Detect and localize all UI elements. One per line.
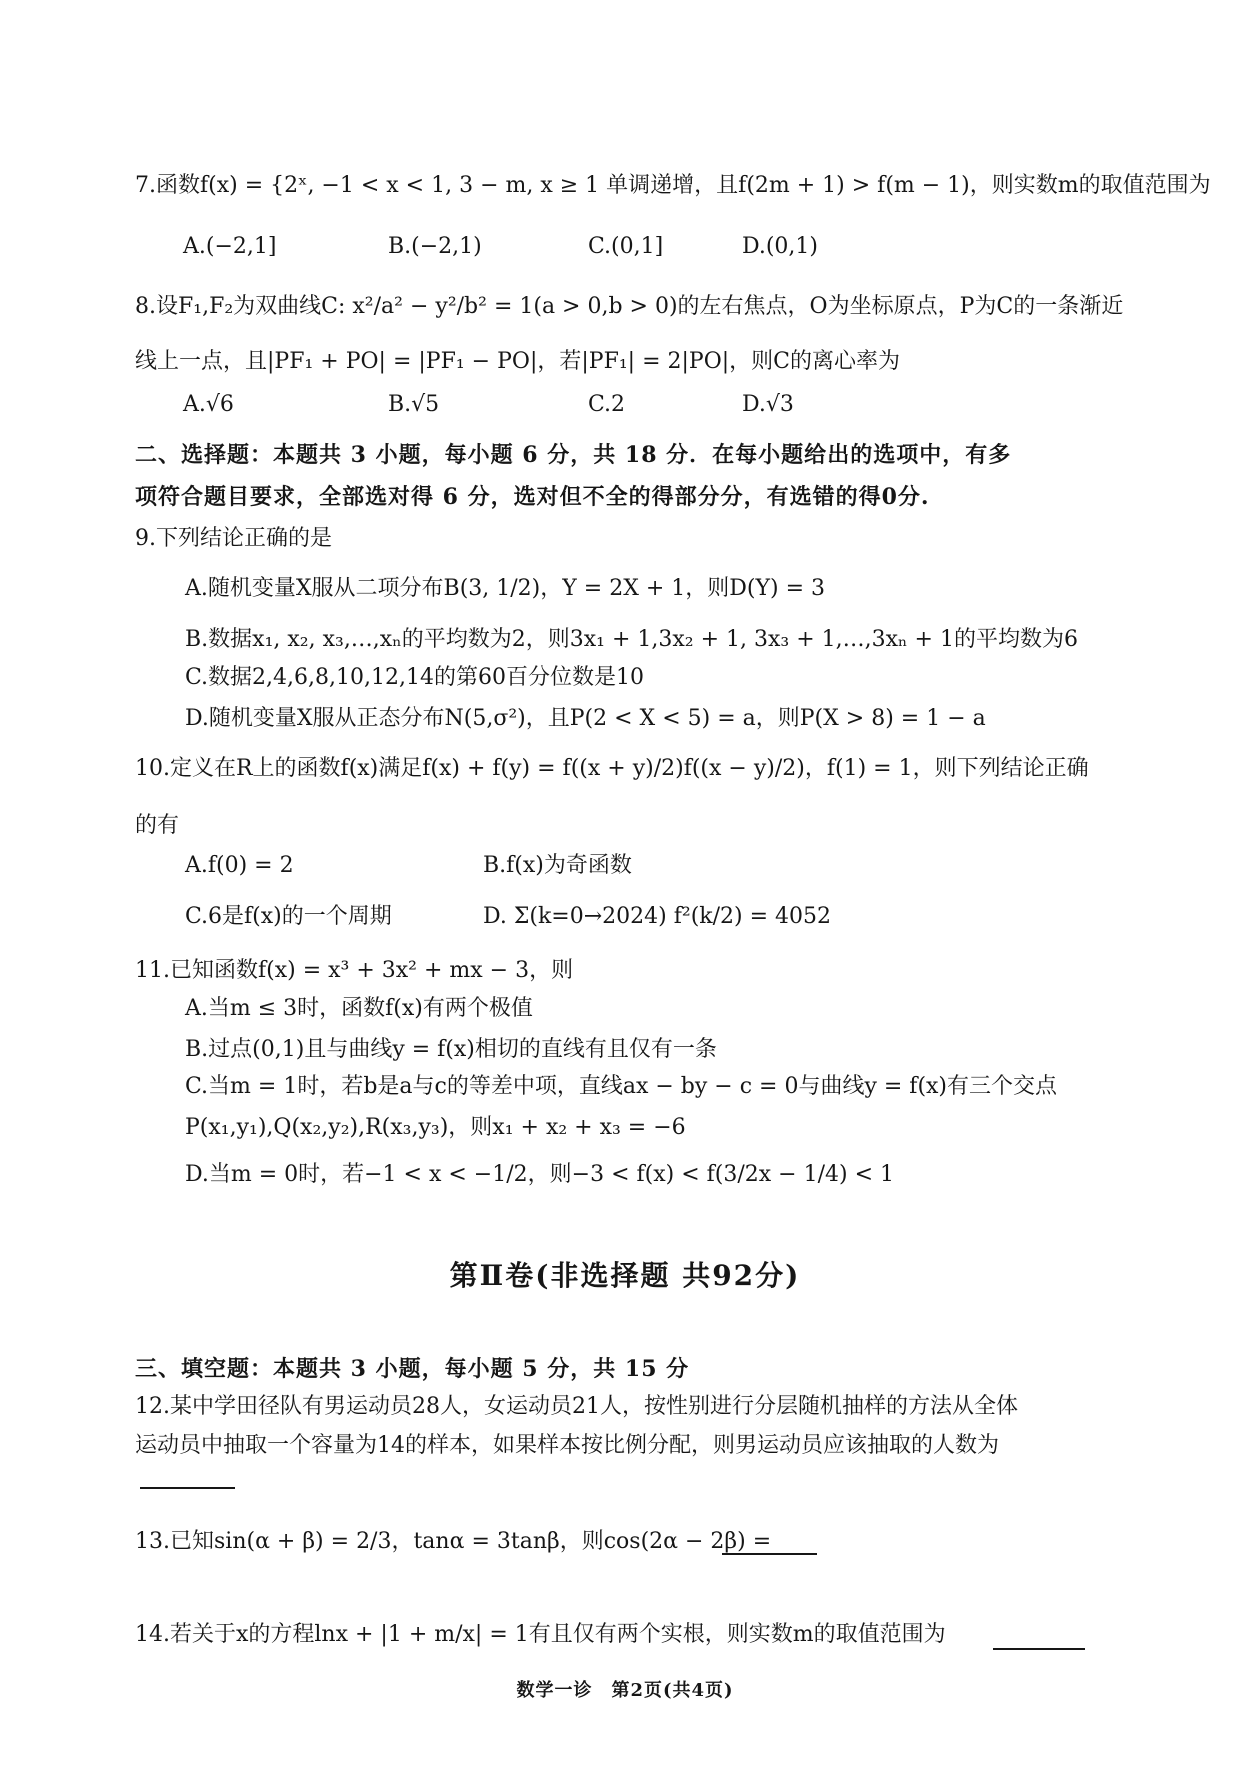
- q12-answer-blank: [140, 1487, 235, 1489]
- part-2-title: 第Ⅱ卷(非选择题 共92分): [449, 1259, 801, 1292]
- q12-line-2: 运动员中抽取一个容量为14的样本，如果样本按比例分配，则男运动员应该抽取的人数为: [135, 1433, 999, 1458]
- q11-stem: 11.已知函数f(x) = x³ + 3x² + mx − 3，则: [135, 958, 574, 983]
- q13-line: 13.已知sin(α + β) = 2/3，tanα = 3tanβ，则cos(2α − 2β) =: [135, 1529, 772, 1554]
- q8-option-d: D.√3: [742, 392, 794, 417]
- section-2-line-1: 二、选择题：本题共 3 小题，每小题 6 分，共 18 分．在每小题给出的选项中，有多: [135, 442, 1012, 468]
- q10-line-2: 的有: [135, 813, 180, 838]
- q9-stem: 9.下列结论正确的是: [135, 526, 332, 551]
- section-3-heading: 三、填空题：本题共 3 小题，每小题 5 分，共 15 分: [135, 1356, 690, 1382]
- q9-option-a: A.随机变量X服从二项分布B(3, 1/2)，Y = 2X + 1，则D(Y) = 3: [185, 576, 826, 601]
- q14-line: 14.若关于x的方程lnx + |1 + m/x| = 1有且仅有两个实根，则实数m的取值范围为: [135, 1622, 946, 1647]
- q10-line-1: 10.定义在R上的函数f(x)满足f(x) + f(y) = f((x + y)/2)f((x − y)/2)，f(1) = 1，则下列结论正确: [135, 756, 1089, 781]
- q10-option-c: C.6是f(x)的一个周期: [185, 904, 392, 929]
- q7-option-a: A.(−2,1]: [183, 234, 277, 259]
- q11-option-d: D.当m = 0时，若−1 < x < −1/2，则−3 < f(x) < f(3/2x − 1/4) < 1: [185, 1162, 894, 1187]
- q8-line-2: 线上一点，且|PF₁ + PO| = |PF₁ − PO|，若|PF₁| = 2|PO|，则C的离心率为: [135, 349, 900, 374]
- q9-option-d: D.随机变量X服从正态分布N(5,σ²)，且P(2 < X < 5) = a，则P(X > 8) = 1 − a: [185, 706, 986, 731]
- q11-option-a: A.当m ≤ 3时，函数f(x)有两个极值: [185, 996, 533, 1021]
- q8-option-b: B.√5: [388, 392, 440, 417]
- q8-option-a: A.√6: [183, 392, 234, 417]
- q14-answer-blank: [993, 1648, 1085, 1650]
- page-footer: 数学一诊 第2页(共4页): [516, 1680, 734, 1701]
- q11-option-b: B.过点(0,1)且与曲线y = f(x)相切的直线有且仅有一条: [185, 1037, 717, 1062]
- q13-answer-blank: [722, 1553, 817, 1555]
- q10-option-b: B.f(x)为奇函数: [483, 853, 632, 878]
- q7-line: 7.函数f(x) = {2ˣ, −1 < x < 1, 3 − m, x ≥ 1 单调递增，且f(2m + 1) > f(m − 1)，则实数m的取值范围为: [135, 173, 1211, 198]
- q8-option-c: C.2: [588, 392, 626, 417]
- q9-option-c: C.数据2,4,6,8,10,12,14的第60百分位数是10: [185, 665, 644, 690]
- q8-line-1: 8.设F₁,F₂为双曲线C: x²/a² − y²/b² = 1(a > 0,b > 0)的左右焦点，O为坐标原点，P为C的一条渐近: [135, 294, 1124, 319]
- q10-option-d: D. Σ(k=0→2024) f²(k/2) = 4052: [483, 904, 832, 929]
- q10-option-a: A.f(0) = 2: [185, 853, 294, 878]
- section-2-line-2: 项符合题目要求，全部选对得 6 分，选对但不全的得部分分，有选错的得0分.: [135, 484, 930, 510]
- q11-option-c-line-1: C.当m = 1时，若b是a与c的等差中项，直线ax − by − c = 0与曲线y = f(x)有三个交点: [185, 1074, 1058, 1099]
- q9-option-b: B.数据x₁, x₂, x₃,…,xₙ的平均数为2，则3x₁ + 1,3x₂ + 1, 3x₃ + 1,…,3xₙ + 1的平均数为6: [185, 627, 1078, 652]
- q7-option-d: D.(0,1): [742, 234, 819, 259]
- q12-line-1: 12.某中学田径队有男运动员28人，女运动员21人，按性别进行分层随机抽样的方法从全体: [135, 1394, 1018, 1419]
- q7-option-b: B.(−2,1): [388, 234, 482, 259]
- q11-option-c-line-2: P(x₁,y₁),Q(x₂,y₂),R(x₃,y₃)，则x₁ + x₂ + x₃ = −6: [185, 1115, 686, 1140]
- q7-option-c: C.(0,1]: [588, 234, 664, 259]
